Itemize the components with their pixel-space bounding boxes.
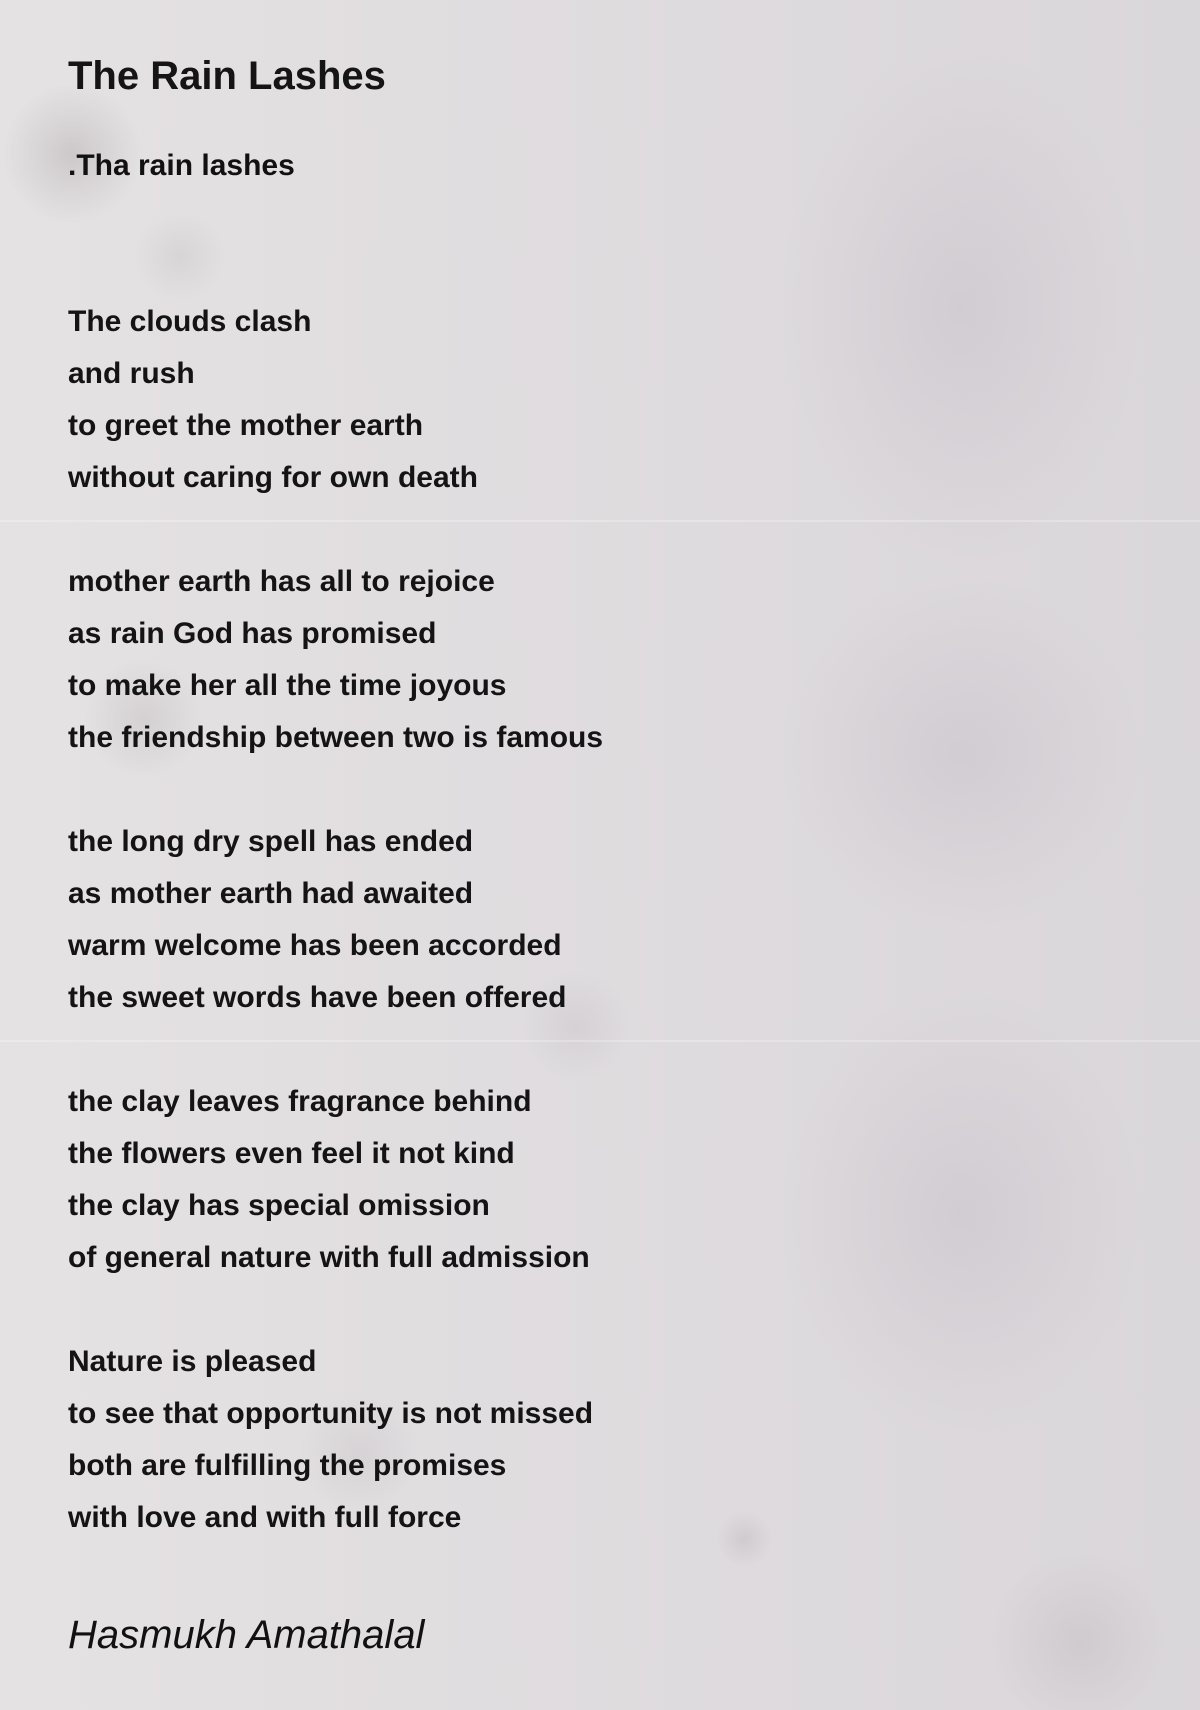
poem-title: The Rain Lashes bbox=[68, 54, 386, 98]
poem-line: to make her all the time joyous bbox=[68, 669, 507, 702]
poem-line: warm welcome has been accorded bbox=[68, 929, 562, 962]
poem-line: both are fulfilling the promises bbox=[68, 1449, 507, 1482]
poem-line: the long dry spell has ended bbox=[68, 825, 474, 858]
poem-line: as mother earth had awaited bbox=[68, 877, 474, 910]
poem-page bbox=[68, 48, 1148, 1544]
poem-line: and rush bbox=[68, 357, 195, 390]
poem-intro-line: .Tha rain lashes bbox=[68, 149, 295, 182]
poem-line: the flowers even feel it not kind bbox=[68, 1137, 515, 1170]
poem-line: without caring for own death bbox=[68, 461, 478, 494]
stanza-5 bbox=[68, 1336, 1148, 1544]
stanza-1 bbox=[68, 296, 1148, 504]
poem-line: to greet the mother earth bbox=[68, 409, 424, 442]
poem-line: the friendship between two is famous bbox=[68, 721, 604, 754]
poem-line: Nature is pleased bbox=[68, 1345, 317, 1378]
poem-line: as rain God has promised bbox=[68, 617, 437, 650]
poem-line: the clay has special omission bbox=[68, 1189, 490, 1222]
stanza-3 bbox=[68, 816, 1148, 1024]
poem-line: the clay leaves fragrance behind bbox=[68, 1085, 532, 1118]
poem-author: Hasmukh Amathalal bbox=[68, 1613, 425, 1657]
poem-line: of general nature with full admission bbox=[68, 1241, 590, 1274]
stanza-2 bbox=[68, 556, 1148, 764]
poem-line: to see that opportunity is not missed bbox=[68, 1397, 594, 1430]
poem-line: the sweet words have been offered bbox=[68, 981, 567, 1014]
poem-line: with love and with full force bbox=[68, 1501, 462, 1534]
poem-line: mother earth has all to rejoice bbox=[68, 565, 495, 598]
stanza-4 bbox=[68, 1076, 1148, 1284]
poem-line: The clouds clash bbox=[68, 305, 312, 338]
